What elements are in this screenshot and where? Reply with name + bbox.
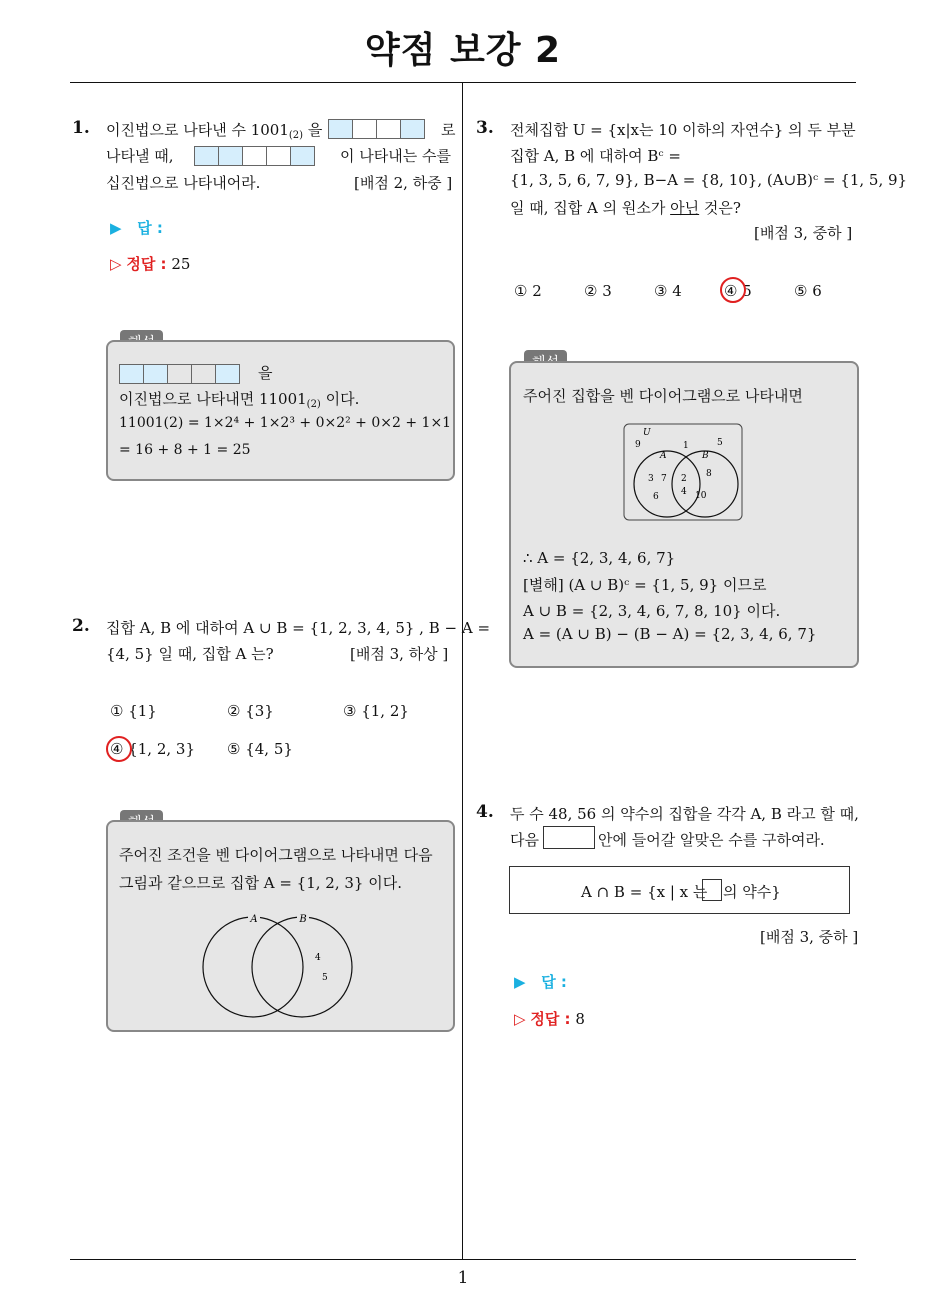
venn-label-b: B (702, 451, 709, 461)
q4-correct-label: 정답 : (530, 1010, 571, 1028)
q1-text-ro: 로 (441, 121, 456, 139)
q3-score: [배점 3, 중하 ] (754, 224, 853, 242)
column-divider (462, 83, 463, 1260)
page-title: 약점 보강 2 (364, 30, 562, 71)
q3-venn-diagram (623, 423, 745, 523)
q1-text: 이진법으로 나타낸 수 1001 (106, 121, 289, 139)
q1-exp-line2-end: 이다. (320, 390, 360, 408)
venn-label-a: A (250, 914, 258, 925)
q3-option-3[interactable]: ③ 4 (654, 282, 682, 300)
q3-exp-line2: ∴ A = {2, 3, 4, 6, 7} (523, 549, 676, 567)
q1-explanation-panel (106, 340, 455, 481)
venn-value-7: 7 (661, 474, 667, 484)
q1-score: [배점 2, 하중 ] (354, 174, 453, 192)
venn-value-9: 9 (635, 440, 641, 450)
q1-subscript: (2) (288, 130, 304, 141)
q4-line2-rest: 안에 들어갈 알맞은 수를 구하여라. (598, 831, 825, 849)
venn-value-4: 4 (315, 953, 321, 963)
q3-option-2[interactable]: ② 3 (584, 282, 612, 300)
q1-correct-label: 정답 : (126, 255, 167, 273)
venn-circle-a (634, 451, 700, 517)
q4-line1: 두 수 48, 56 의 약수의 집합을 각각 A, B 라고 할 때, (510, 805, 859, 823)
q2-venn-diagram (198, 910, 358, 1020)
q3-selected-circle (720, 277, 746, 303)
q1-correct-value: 25 (171, 255, 191, 273)
q1-line2-rest: 이 나타내는 수를 (340, 147, 451, 165)
q3-exp-line4: A ∪ B = {2, 3, 4, 6, 7, 8, 10} 이다. (523, 602, 781, 620)
q4-formula-box (509, 866, 850, 914)
q1-line2: 나타낼 때, (106, 147, 174, 165)
q1-exp-line1: 을 (258, 364, 273, 382)
q1-answer-label: 답 : (137, 219, 163, 237)
q3-line4 (510, 197, 741, 218)
q2-exp-line1: 주어진 조건을 벤 다이어그램으로 나타내면 다음 (119, 846, 433, 864)
q1-answer-row (110, 217, 163, 238)
q1-line3: 십진법으로 나타내어라. (106, 174, 261, 192)
venn-value-5: 5 (322, 973, 328, 983)
venn-circle-b (252, 917, 352, 1017)
answer-arrow-icon: ▶ (514, 973, 526, 991)
q2-option-3[interactable]: ③ {1, 2} (343, 702, 409, 720)
q3-option-1[interactable]: ① 2 (514, 282, 542, 300)
venn-value-10: 10 (695, 491, 707, 501)
q1-binary-boxes-1 (328, 119, 425, 139)
q3-option-5[interactable]: ⑤ 6 (794, 282, 822, 300)
q3-number: 3. (476, 118, 494, 138)
q1-exp-line2 (119, 388, 359, 410)
q2-explanation-panel (106, 820, 455, 1032)
q1-line1 (106, 119, 322, 141)
q2-option-2[interactable]: ② {3} (227, 702, 274, 720)
q4-answer-label: 답 : (541, 973, 567, 991)
venn-label-b: B (299, 914, 307, 925)
q4-answer-row (514, 971, 567, 992)
q3-line1: 전체집합 U = {x|x는 10 이하의 자연수} 의 두 부분 (510, 121, 856, 139)
q4-formula-blank (702, 879, 722, 901)
q3-explanation-panel (509, 361, 859, 668)
venn-circle-a (203, 917, 303, 1017)
q2-number: 2. (72, 616, 90, 636)
q4-number: 4. (476, 802, 494, 822)
venn-value-2: 2 (681, 474, 687, 484)
q3-exp-line3: [별해] (A ∪ B)ᶜ = {1, 5, 9} 이므로 (523, 576, 767, 594)
q4-score: [배점 3, 중하 ] (760, 928, 859, 946)
answer-arrow-icon: ▶ (110, 219, 122, 237)
q1-exp-line4: = 16 + 8 + 1 = 25 (119, 442, 251, 458)
q2-option-5[interactable]: ⑤ {4, 5} (227, 740, 293, 758)
q4-correct-row (514, 1008, 585, 1029)
q2-exp-line2: 그림과 같으므로 집합 A = {1, 2, 3} 이다. (119, 874, 402, 892)
q2-option-4[interactable]: ④ {1, 2, 3} (110, 740, 196, 758)
venn-value-5: 5 (717, 438, 723, 448)
q1-exp-line3: 11001(2) = 1×2⁴ + 1×2³ + 0×2² + 0×2 + 1×1 (119, 415, 452, 431)
q2-selected-circle (106, 736, 132, 762)
venn-value-4: 4 (681, 487, 687, 497)
q3-line2: 집합 A, B 에 대하여 Bᶜ = (510, 147, 681, 165)
q4-correct-value: 8 (575, 1010, 585, 1028)
q3-line4-text: 일 때, 집합 A 의 원소가 (510, 199, 671, 217)
q3-exp-line1: 주어진 집합을 벤 다이어그램으로 나타내면 (523, 387, 803, 405)
q1-exp-boxes (119, 364, 240, 384)
venn-label-a: A (660, 451, 667, 461)
q2-line1: 집합 A, B 에 대하여 A ∪ B = {1, 2, 3, 4, 5} , B − A = (106, 619, 491, 637)
q1-text-particle: 을 (303, 121, 323, 139)
q4-formula-end: 의 약수} (723, 883, 781, 901)
q2-score: [배점 3, 하상 ] (350, 645, 449, 663)
venn-value-3: 3 (648, 474, 654, 484)
q1-binary-boxes-2 (194, 146, 315, 166)
venn-value-8: 8 (706, 469, 712, 479)
q1-exp-line2-sub: (2) (306, 399, 321, 410)
q1-exp-line2-text: 이진법으로 나타내면 11001 (119, 390, 307, 408)
venn-label-u: U (643, 428, 651, 438)
q4-blank-box (543, 826, 595, 849)
venn-value-6: 6 (653, 492, 659, 502)
q3-option-4[interactable]: ④ 5 (724, 282, 752, 300)
page-number: 1 (457, 1268, 469, 1288)
q4-formula-text: A ∩ B = {x | x 는 (581, 883, 708, 901)
q4-line2: 다음 (510, 831, 539, 849)
venn-value-1: 1 (683, 441, 689, 451)
q3-exp-line5: A = (A ∪ B) − (B − A) = {2, 3, 4, 6, 7} (523, 625, 817, 643)
q3-line4-end: 것은? (699, 199, 741, 217)
correct-arrow-icon: ▷ (514, 1010, 526, 1028)
q2-option-1[interactable]: ① {1} (110, 702, 157, 720)
correct-arrow-icon: ▷ (110, 255, 122, 273)
q1-correct-row (110, 253, 190, 274)
q2-line2: {4, 5} 일 때, 집합 A 는? (106, 645, 274, 663)
footer-divider (70, 1259, 856, 1260)
q1-number: 1. (72, 118, 90, 138)
q3-line3: {1, 3, 5, 6, 7, 9}, B−A = {8, 10}, (A∪B)ᶜ = {1, 5, 9} (510, 171, 908, 189)
header-divider (70, 82, 856, 83)
q3-line4-underlined: 아닌 (670, 199, 700, 217)
